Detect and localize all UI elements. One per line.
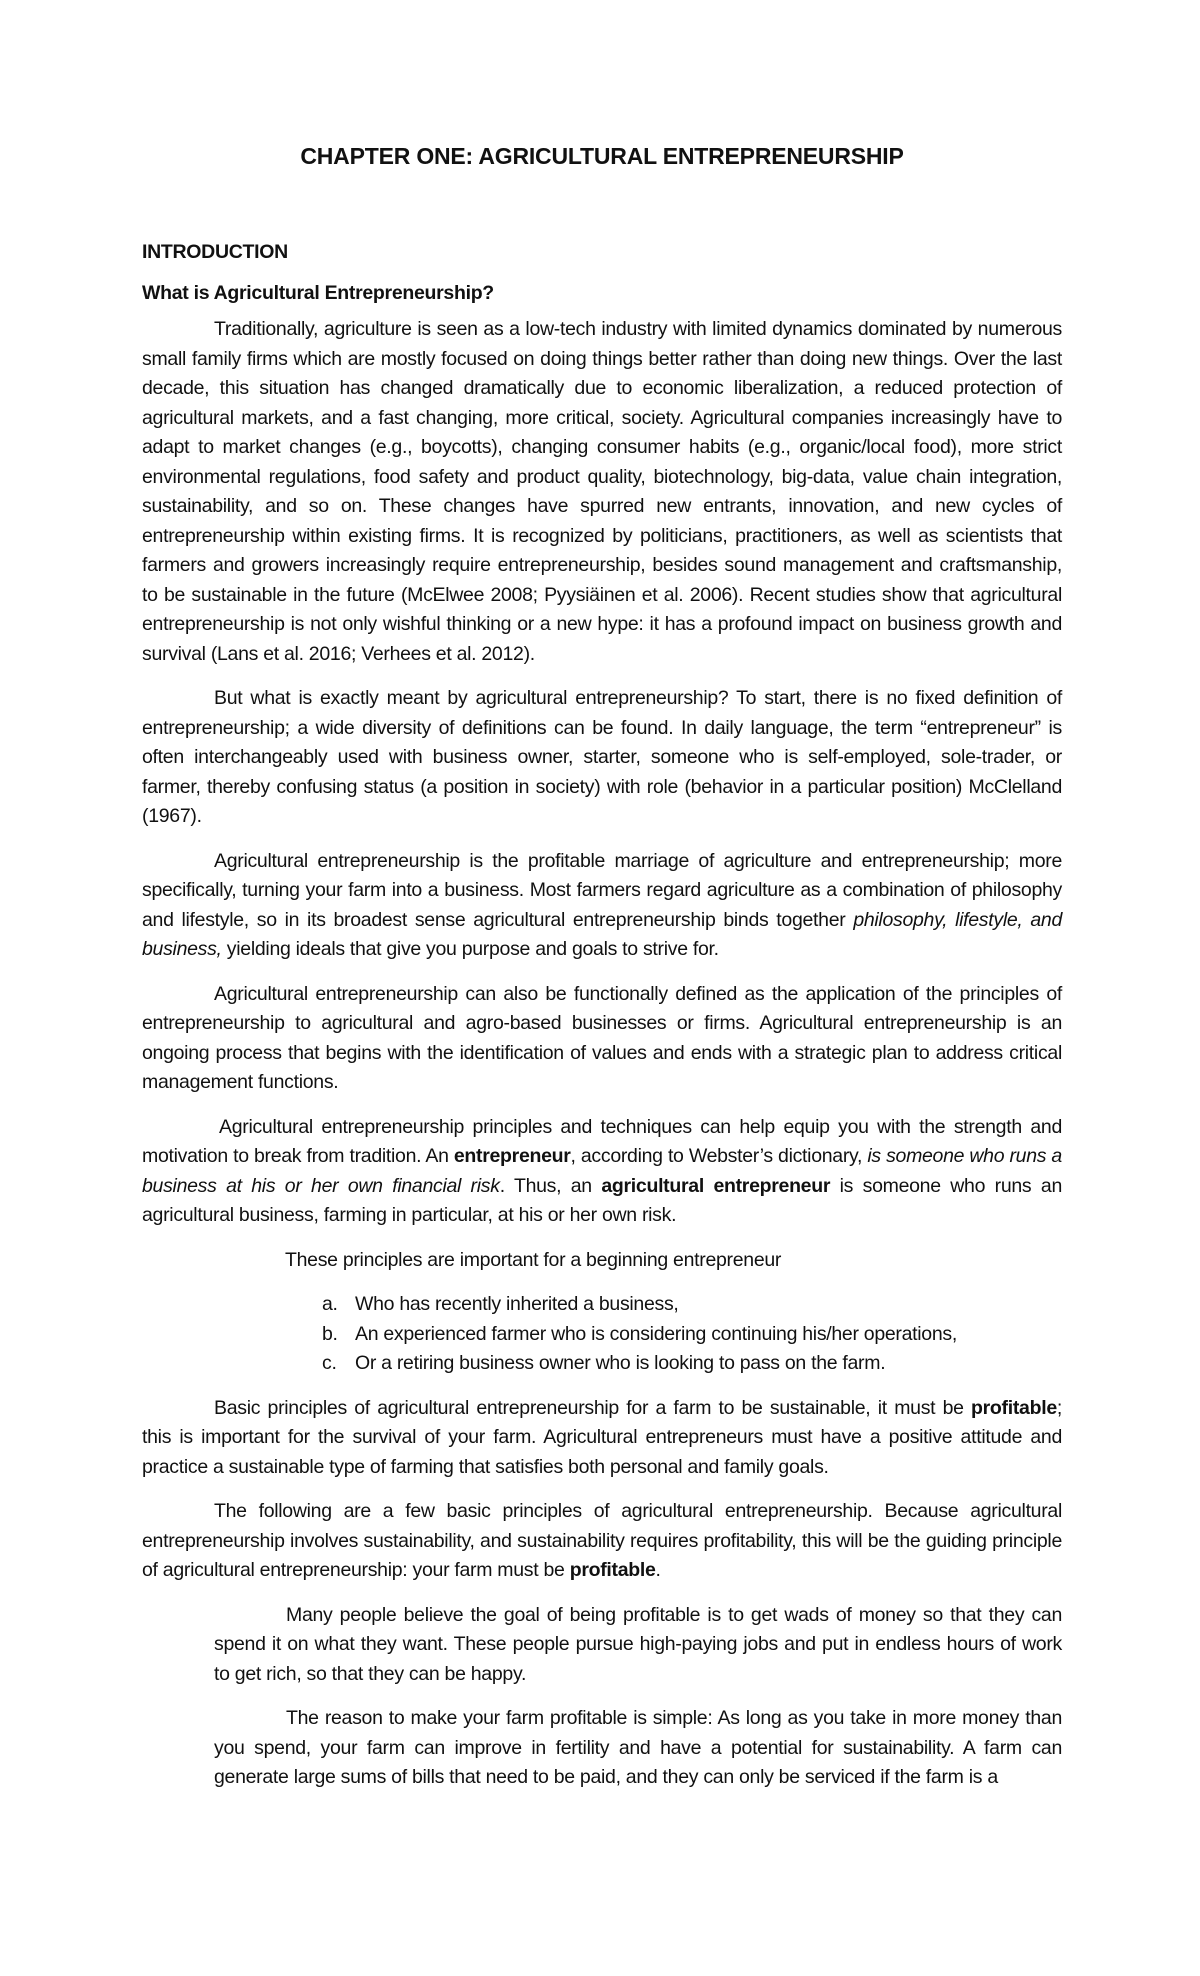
indented-paragraph-1: Many people believe the goal of being profitable is to get wads of money so that they can spend it on what they want. These people pursue high-paying jobs and put in endless hours of work to get rich, so that they can be happy.: [214, 1603, 1062, 1685]
paragraph-5-d: is someone who runs an agricultural business, farming in particular, at his or her own risk.: [142, 1174, 1062, 1226]
term-profitable-2: profitable: [569, 1559, 656, 1581]
paragraph-3-start: Agricultural entrepreneurship is the profitable marriage of agriculture and entrepreneurship; more specifically, turning your farm into a business. Most farmers regard agriculture as a combination of philosophy and lifestyle, so in its broadest sense agricultural entrepreneurship binds together: [142, 849, 1062, 931]
paragraph-7-b: .: [655, 1559, 661, 1581]
term-entrepreneur: entrepreneur: [453, 1145, 571, 1167]
paragraph-3: [142, 847, 1062, 965]
paragraph-3-end: yielding ideals that give you purpose and goals to strive for.: [221, 938, 719, 960]
list-item-text: An experienced farmer who is considering continuing his/her operations,: [355, 1322, 957, 1345]
text-flow: [142, 238, 1062, 1808]
paragraph-6: [142, 1394, 1062, 1483]
paragraph-5-a: Agricultural entrepreneurship principles and techniques can help equip you with the strength and motivation to break from tradition. An: [142, 1115, 1062, 1167]
list-item: [322, 1290, 1062, 1320]
sub-heading: What is Agricultural Entrepreneurship?: [142, 281, 494, 304]
list-marker: a.: [322, 1293, 338, 1315]
indented-paragraph-2: The reason to make your farm profitable is simple: As long as you take in more money than you spend, your farm can improve in fertility and have a potential for sustainability. A farm can generate large sums of bills that need to be paid, and they can only be serviced if the farm is a: [214, 1707, 1062, 1788]
paragraph-5-b: , according to Webster’s dictionary,: [570, 1145, 868, 1167]
paragraph-6-a: Basic principles of agricultural entrepreneurship for a farm to be sustainable, it must be: [214, 1396, 972, 1419]
term-profitable: profitable: [971, 1396, 1057, 1419]
paragraph-5: [142, 1113, 1062, 1231]
paragraph-4: Agricultural entrepreneurship can also be functionally defined as the application of the principles of entrepreneurship to agricultural and agro-based businesses or firms. Agricultural entrepreneurship is an ongoing process that begins with the identification of values and ends with a strategic plan to address critical management functions.: [142, 982, 1062, 1093]
section-heading: INTRODUCTION: [142, 241, 288, 263]
chapter-title: CHAPTER ONE: AGRICULTURAL ENTREPRENEURSHIP: [300, 143, 904, 169]
list-item: [322, 1349, 1062, 1379]
paragraph-7-a: The following are a few basic principles of agricultural entrepreneurship. Because agricultural entrepreneurship involves sustainability, and sustainability requires profitability, this will be the guiding principle of agricultural entrepreneurship: your farm must be: [142, 1500, 1062, 1581]
paragraph-6-b: ; this is important for the survival of your farm. Agricultural entrepreneurs must have a positive attitude and practice a sustainable type of farming that satisfies both personal and family goals.: [142, 1396, 1062, 1478]
paragraph-3-italic: philosophy, lifestyle, and business,: [142, 908, 1062, 960]
list-item: [322, 1320, 1062, 1350]
list-marker: b.: [322, 1322, 338, 1345]
list-lead: These principles are important for a beginning entrepreneur: [285, 1248, 782, 1271]
paragraph-2: But what is exactly meant by agricultural entrepreneurship? To start, there is no fixed definition of entrepreneurship; a wide diversity of definitions can be found. In daily language, the term “entrepreneur” is often interchangeably used with business owner, starter, someone who is self-employed, sole-trader, or farmer, thereby confusing status (a position in society) with role (behavior in a particular position) McClelland (1967).: [142, 687, 1062, 827]
paragraph-5-c: . Thus, an: [499, 1174, 602, 1197]
list-item-text: Or a retiring business owner who is looking to pass on the farm.: [355, 1352, 886, 1374]
paragraph-1: Traditionally, agriculture is seen as a low-tech industry with limited dynamics dominated by numerous small family firms which are mostly focused on doing things better rather than doing new things. Over the last decade, this situation has changed dramatically due to economic liberalization, a reduced protection of agricultural markets, and a fast changing, more critical, society. Agricultural companies increasingly have to adapt to market changes (e.g., boycotts), changing consumer habits (e.g., organic/local food), more strict environmental regulations, food safety and product quality, biotechnology, big-data, value chain integration, sustainability, and so on. These changes have spurred new entrants, innovation, and new cycles of entrepreneurship within existing firms. It is recognized by politicians, practitioners, as well as scientists that farmers and growers increasingly require entrepreneurship, besides sound management and craftsmanship, to be sustainable in the future (McElwee 2008; Pyysiäinen et al. 2006). Recent studies show that agricultural entrepreneurship is not only wishful thinking or a new hype: it has a profound impact on business growth and survival (Lans et al. 2016; Verhees et al. 2012).: [142, 318, 1062, 665]
paragraph-7: [142, 1497, 1062, 1586]
term-agricultural-entrepreneur: agricultural entrepreneur: [601, 1174, 831, 1197]
principles-list: [142, 1290, 1062, 1379]
list-marker: c.: [322, 1352, 337, 1374]
definition-italic: is someone who runs a business at his or her own financial risk: [142, 1145, 1062, 1197]
list-item-text: Who has recently inherited a business,: [355, 1293, 679, 1315]
